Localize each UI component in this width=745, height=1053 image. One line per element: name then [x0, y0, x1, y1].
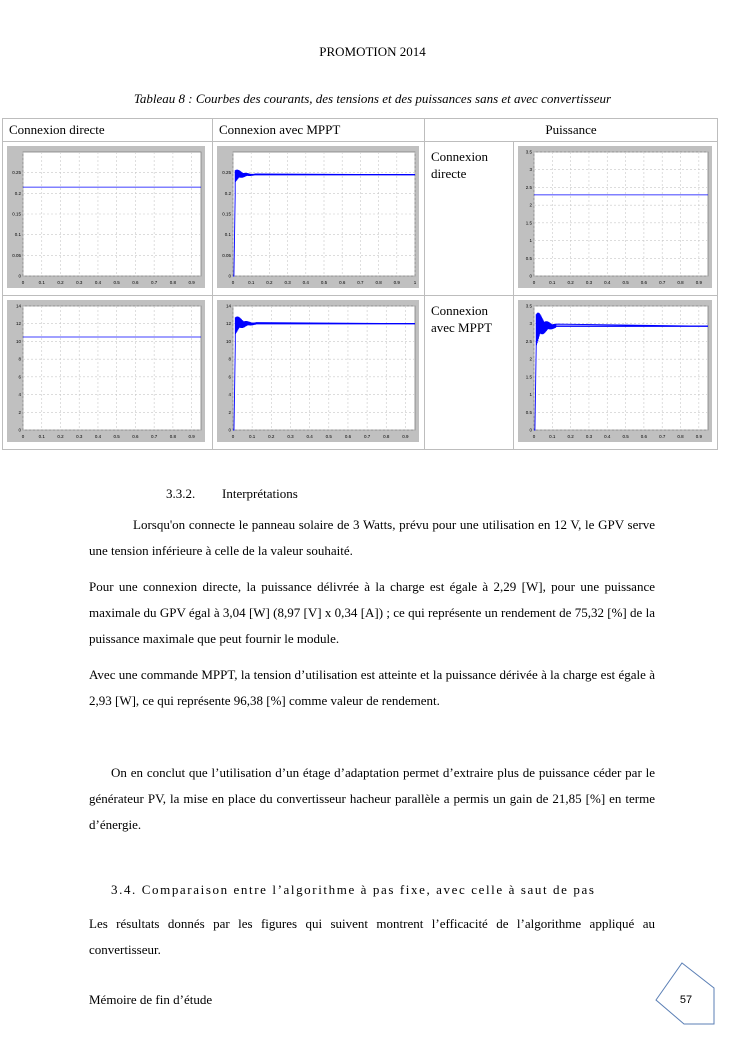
axes-area — [23, 306, 201, 430]
y-tick-label: 8 — [18, 356, 21, 362]
plot-power-direct — [518, 146, 712, 288]
plot-current-mppt — [217, 146, 419, 288]
y-tick-label: 0 — [18, 427, 21, 433]
paragraph-1: Lorsqu'on connecte le panneau solaire de 3 Watts, prévu pour une utilisation en 12 V, le GPV serve une tension inférieure à celle de la valeur souhaité. — [89, 517, 655, 558]
x-tick-label: 0 — [231, 434, 235, 439]
x-tick-label: 0.4 — [604, 434, 611, 439]
x-tick-label: 0.7 — [151, 280, 158, 285]
x-tick-label: 0.1 — [248, 280, 255, 285]
x-tick-label: 0.9 — [188, 280, 195, 285]
x-tick-label: 0.7 — [363, 434, 371, 439]
figure-table — [2, 118, 718, 450]
y-tick-label: 14 — [15, 303, 21, 309]
x-tick-label: 0.4 — [302, 280, 309, 285]
y-tick-label: 2 — [18, 409, 21, 415]
x-tick-label: 0.9 — [393, 280, 400, 285]
x-tick-label: 0.2 — [268, 434, 275, 439]
y-tick-label: 0.25 — [12, 170, 21, 176]
x-tick-label: 0.1 — [549, 434, 556, 439]
y-tick-label: 0.05 — [12, 252, 21, 258]
x-tick-label: 0.7 — [659, 280, 666, 285]
x-tick-label: 0.1 — [38, 280, 45, 285]
x-tick-label: 0.5 — [320, 280, 328, 285]
x-tick-label: 0.4 — [604, 280, 611, 285]
x-tick-label: 0.6 — [339, 280, 346, 285]
x-tick-label: 0.3 — [287, 434, 294, 439]
x-tick-label: 0.7 — [151, 434, 158, 439]
x-tick-label: 0 — [231, 280, 235, 285]
x-tick-label: 0.5 — [113, 280, 120, 285]
x-tick-label: 0.9 — [188, 434, 195, 439]
cell-power-mppt — [514, 296, 718, 450]
x-tick-label: 0.6 — [640, 280, 648, 285]
x-tick-label: 0.4 — [306, 434, 313, 439]
y-tick-label: 0 — [228, 427, 231, 433]
y-tick-label: 6 — [228, 374, 231, 380]
y-tick-label: 0.15 — [222, 211, 231, 217]
plot-voltage-mppt — [217, 300, 419, 442]
table-caption: Tableau 8 : Courbes des courants, des tensions et des puissances sans et avec convertisseur — [133, 91, 612, 106]
x-tick-label: 0.6 — [132, 280, 139, 285]
cell-current-mppt — [213, 142, 425, 296]
y-tick-label: 0.1 — [14, 232, 21, 238]
row-label-mppt: Connexion avec MPPT — [425, 296, 514, 450]
x-tick-label: 0.6 — [344, 434, 352, 439]
y-tick-label: 12 — [15, 321, 21, 327]
paragraph-2: Pour une connexion directe, la puissance délivrée à la charge est égale à 2,29 [W], pour une puissance maximale du GPV égal à 3,04 [W] (8,97 [V] x 0,34 [A]) ; ce qui représente un rendement de 75,32 [%] de la puissance maximale que peut fournir le module. — [89, 579, 655, 646]
x-tick-label: 0.5 — [325, 434, 332, 439]
y-tick-label: 4 — [228, 392, 231, 398]
y-tick-label: 1.5 — [525, 374, 532, 380]
y-tick-label: 0 — [529, 427, 532, 433]
x-tick-label: 0.8 — [383, 434, 390, 439]
x-tick-label: 0.9 — [695, 280, 702, 285]
x-tick-label: 0.3 — [76, 434, 83, 439]
y-tick-label: 8 — [228, 356, 231, 362]
axes-area — [534, 152, 708, 276]
y-tick-label: 3.5 — [525, 149, 532, 155]
y-tick-label: 1 — [529, 238, 532, 244]
y-tick-label: 3 — [529, 167, 532, 173]
y-tick-label: 10 — [225, 338, 231, 344]
x-tick-label: 0.5 — [622, 280, 629, 285]
y-tick-label: 0.05 — [222, 252, 231, 258]
section-title: Interprétations — [222, 486, 298, 501]
x-tick-label: 0 — [21, 280, 25, 285]
section-heading — [166, 486, 298, 502]
x-tick-label: 0.5 — [622, 434, 629, 439]
x-tick-label: 0.2 — [57, 434, 64, 439]
plot-power-mppt — [518, 300, 712, 442]
y-tick-label: 0 — [18, 273, 21, 279]
paragraph-4: On en conclut que l’utilisation d’un étage d’adaptation permet d’extraire plus de puissance céder par le générateur PV, la mise en place du convertisseur hacheur parallèle a permis un gain de 21,85 [%] en terme d’énergie. — [89, 765, 655, 832]
y-tick-label: 2 — [529, 356, 532, 362]
x-tick-label: 0.9 — [402, 434, 409, 439]
y-tick-label: 14 — [225, 303, 231, 309]
x-tick-label: 0.6 — [640, 434, 648, 439]
y-tick-label: 0.25 — [222, 170, 231, 176]
y-tick-label: 0.15 — [12, 211, 21, 217]
paragraph-5: Les résultats donnés par les figures qui suivent montrent l’efficacité de l’algorithme appliqué au convertisseur. — [89, 916, 655, 957]
y-tick-label: 2.5 — [525, 338, 532, 344]
x-tick-label: 0.2 — [266, 280, 273, 285]
y-tick-label: 0.5 — [525, 255, 532, 261]
y-tick-label: 2 — [228, 409, 231, 415]
y-tick-label: 3.5 — [525, 303, 532, 309]
y-tick-label: 0 — [529, 273, 532, 279]
x-tick-label: 0 — [21, 434, 25, 439]
x-tick-label: 0.3 — [585, 280, 593, 285]
row-label-direct: Connexion directe — [425, 142, 514, 296]
x-tick-label: 0.3 — [585, 434, 593, 439]
x-tick-label: 0.8 — [169, 280, 177, 285]
page-header: PROMOTION 2014 — [319, 44, 426, 59]
plot-voltage-direct — [7, 300, 205, 442]
col-header-mppt: Connexion avec MPPT — [213, 119, 425, 142]
y-tick-label: 2 — [529, 202, 532, 208]
footer-text: Mémoire de fin d’étude — [89, 992, 213, 1007]
x-tick-label: 0.7 — [357, 280, 364, 285]
y-tick-label: 10 — [15, 338, 21, 344]
cell-voltage-direct — [3, 296, 213, 450]
x-tick-label: 0.3 — [76, 280, 83, 285]
cell-voltage-mppt — [213, 296, 425, 450]
page-number-badge — [654, 962, 716, 1026]
x-tick-label: 0.8 — [169, 434, 177, 439]
col-header-power: Puissance — [425, 119, 718, 142]
x-tick-label: 0.8 — [375, 280, 382, 285]
col-header-direct: Connexion directe — [3, 119, 213, 142]
y-tick-label: 0.1 — [224, 232, 231, 238]
y-tick-label: 0.2 — [14, 190, 21, 196]
y-tick-label: 0.2 — [224, 190, 231, 196]
axes-area — [233, 306, 415, 430]
y-tick-label: 1 — [529, 392, 532, 398]
y-tick-label: 6 — [18, 374, 21, 380]
x-tick-label: 0.7 — [659, 434, 666, 439]
paragraph-3: Avec une commande MPPT, la tension d’utilisation est atteinte et la puissance dérivée à la charge est égale à 2,93 [W], ce qui représente 96,38 [%] comme valeur de rendement. — [89, 667, 655, 708]
x-tick-label: 0.9 — [695, 434, 702, 439]
x-tick-label: 0.8 — [677, 280, 684, 285]
x-tick-label: 0.2 — [57, 280, 64, 285]
y-tick-label: 2.5 — [525, 184, 532, 190]
x-tick-label: 0.1 — [38, 434, 45, 439]
cell-current-direct — [3, 142, 213, 296]
y-tick-label: 3 — [529, 321, 532, 327]
plot-current-direct — [7, 146, 205, 288]
x-tick-label: 0.4 — [94, 280, 102, 285]
x-tick-label: 0.8 — [677, 434, 684, 439]
y-tick-label: 0.5 — [525, 409, 532, 415]
x-tick-label: 0.1 — [549, 280, 556, 285]
y-tick-label: 4 — [18, 392, 21, 398]
section-heading-3-4: 3.4. Comparaison entre l’algorithme à pas fixe, avec celle à saut de pas — [111, 882, 596, 897]
y-tick-label: 1.5 — [525, 220, 532, 226]
y-tick-label: 0 — [228, 273, 231, 279]
section-number: 3.3.2. — [166, 486, 196, 501]
x-tick-label: 0 — [532, 434, 536, 439]
cell-power-direct — [514, 142, 718, 296]
x-tick-label: 0.4 — [94, 434, 102, 439]
x-tick-label: 0.2 — [567, 434, 574, 439]
x-tick-label: 0.1 — [249, 434, 256, 439]
x-tick-label: 0.3 — [284, 280, 291, 285]
x-tick-label: 0.6 — [132, 434, 139, 439]
x-tick-label: 0.5 — [113, 434, 120, 439]
x-tick-label: 0.2 — [567, 280, 574, 285]
y-tick-label: 12 — [225, 321, 231, 327]
page-number: 57 — [679, 994, 693, 1006]
x-tick-label: 0 — [532, 280, 536, 285]
x-tick-label: 1 — [413, 280, 417, 285]
